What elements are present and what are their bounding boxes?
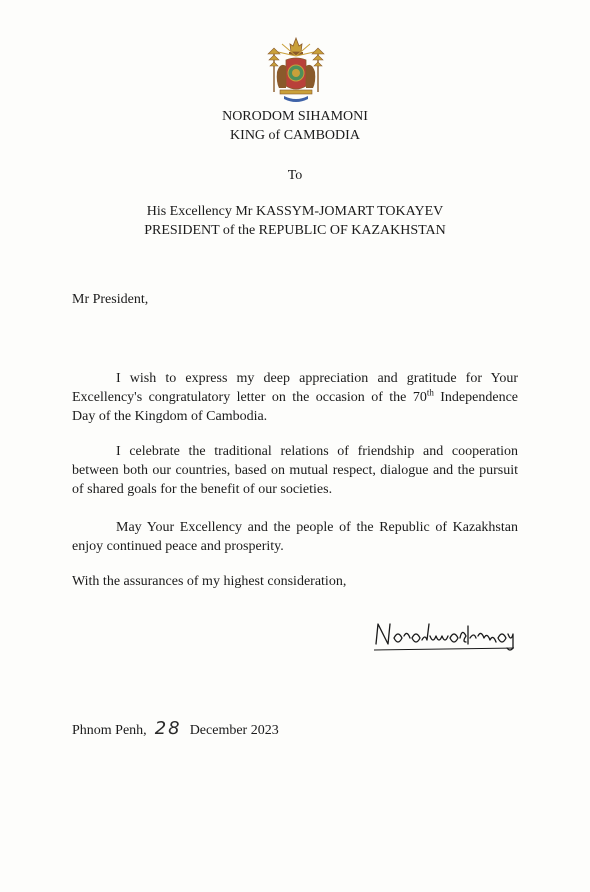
sender-block bbox=[0, 107, 590, 145]
place: Phnom Penh, bbox=[72, 723, 147, 738]
paragraph-wishes: May Your Excellency and the people of the Republic of Kazakhstan enjoy continued peace and prosperity. bbox=[72, 520, 518, 554]
recipient-name: His Excellency Mr KASSYM-JOMART TOKAYEV bbox=[146, 204, 444, 219]
handwritten-day: 28 bbox=[154, 718, 182, 739]
ordinal-suffix: th bbox=[426, 387, 434, 398]
recipient-title: PRESIDENT of the REPUBLIC OF KAZAKHSTAN bbox=[144, 223, 446, 238]
sender-name: NORODOM SIHAMONI bbox=[222, 109, 368, 124]
sender-title: KING of CAMBODIA bbox=[230, 128, 360, 143]
salutation: Mr President, bbox=[72, 292, 149, 307]
paragraph-appreciation bbox=[72, 369, 518, 426]
royal-coat-of-arms-emblem bbox=[262, 36, 330, 106]
place-and-date bbox=[72, 718, 279, 742]
paragraph1-end: Independence Day of the Kingdom of Cambodia. bbox=[72, 390, 519, 424]
to-label: To bbox=[287, 168, 303, 183]
closing-line: With the assurances of my highest consideration, bbox=[72, 574, 347, 589]
month-year: December 2023 bbox=[189, 723, 279, 738]
paragraph-relations: I celebrate the traditional relations of friendship and cooperation between both our countries, based on mutual respect, dialogue and the pursuit of shared goals for the benefit of our societies. bbox=[72, 444, 518, 497]
paragraph1-start: I wish to express my deep appreciation and gratitude for Your Excellency's congratulatory letter on the occasion of the 70 bbox=[72, 371, 518, 405]
recipient-block bbox=[0, 202, 590, 240]
handwritten-signature bbox=[370, 614, 518, 654]
